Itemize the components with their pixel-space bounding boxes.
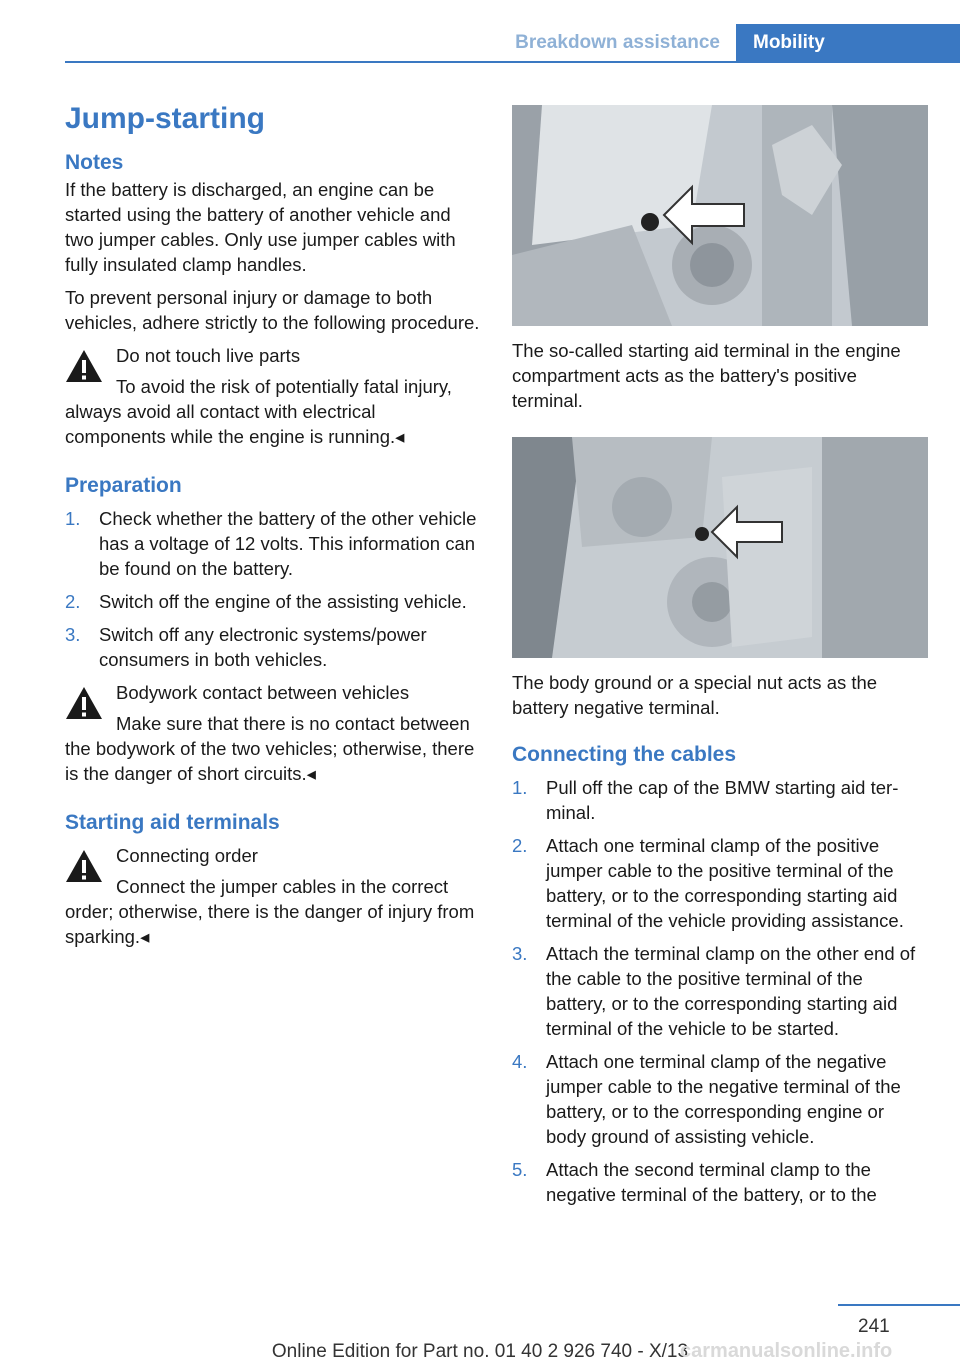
connecting-list: [512, 775, 928, 1207]
warning-connecting-order: [65, 843, 481, 949]
warning-triangle-icon: [65, 686, 103, 720]
right-column: [512, 105, 928, 1215]
warning-triangle-icon: [65, 849, 103, 883]
warning-title: Connecting order: [116, 845, 258, 866]
page-title: Jump-starting: [65, 102, 266, 135]
connecting-cables-heading: Connecting the cables: [512, 743, 737, 766]
page-header: [65, 24, 960, 62]
warning-title: Do not touch live parts: [116, 345, 301, 366]
header-tab-mobility: Mobility: [736, 24, 960, 62]
footer-rule: [838, 1304, 960, 1306]
watermark: carmanualsonline.info: [680, 1340, 893, 1362]
warning-live-parts: [65, 343, 481, 449]
notes-heading: Notes: [65, 151, 124, 174]
warning-text: Make sure that there is no contact between the bodywork of the two vehicles; otherwise, there is the danger of short circuits.◂: [65, 713, 475, 784]
notes-paragraph-2: To prevent personal injury or damage to both vehicles, adhere strictly to the following procedure.: [65, 287, 480, 333]
preparation-heading: Preparation: [65, 474, 182, 497]
warning-title: Bodywork contact between vehicles: [116, 682, 410, 703]
starting-aid-terminals-heading: Starting aid terminals: [65, 811, 280, 834]
list-item: 1. Pull off the cap of the BMW starting aid terminal.: [512, 777, 899, 823]
list-item: 3. Attach the terminal clamp on the other end of the cable to the positive terminal of the battery, or to the corresponding starting aid terminal of the vehicle to be started.: [512, 943, 916, 1039]
engine-compartment-photo-negative: [512, 437, 928, 658]
warning-triangle-icon: [65, 349, 103, 383]
warning-text: Connect the jumper cables in the correct order; otherwise, there is the danger of injury from sparking.◂: [65, 876, 475, 947]
warning-text: To avoid the risk of potentially fatal injury, always avoid all contact with electrical components while the engine is running.◂: [65, 376, 452, 447]
list-item: 3. Switch off any electronic systems/power consumers in both vehicles.: [65, 624, 427, 670]
list-item: 5. Attach the second terminal clamp to the negative terminal of the battery, or to the: [512, 1159, 877, 1205]
list-item: 4. Attach one terminal clamp of the negative jumper cable to the negative terminal of the battery, or to the corresponding engine or body ground of assisting vehicle.: [512, 1051, 901, 1147]
page-number: 241: [858, 1316, 890, 1337]
footer-edition: Online Edition for Part no. 01 40 2 926 740 - X/13: [271, 1341, 689, 1362]
left-column: [65, 100, 481, 949]
preparation-list: [65, 506, 481, 672]
engine-compartment-photo-positive: [512, 105, 928, 326]
engine-illustration: [512, 105, 928, 326]
list-item: 1. Check whether the battery of the other vehicle has a voltage of 12 volts. This information can be found on the battery.: [65, 508, 477, 579]
list-item: 2. Attach one terminal clamp of the positive jumper cable to the positive terminal of the battery, or to the corresponding starting aid terminal of the vehicle providing assistance.: [512, 835, 904, 931]
header-section-title: Breakdown assistance: [515, 32, 720, 53]
notes-paragraph-1: If the battery is discharged, an engine can be started using the battery of another vehicle and two jumper cables. Only use jumper cables with fully insulated clamp handles.: [65, 179, 456, 275]
warning-bodywork-contact: [65, 680, 481, 786]
header-rule: [65, 61, 960, 63]
photo-caption-positive: The so-called starting aid terminal in the engine compartment acts as the battery's positive terminal.: [512, 340, 901, 411]
photo-caption-negative: The body ground or a special nut acts as the battery negative terminal.: [512, 672, 878, 718]
engine-illustration: [512, 437, 928, 658]
list-item: 2. Switch off the engine of the assisting vehicle.: [65, 591, 467, 612]
